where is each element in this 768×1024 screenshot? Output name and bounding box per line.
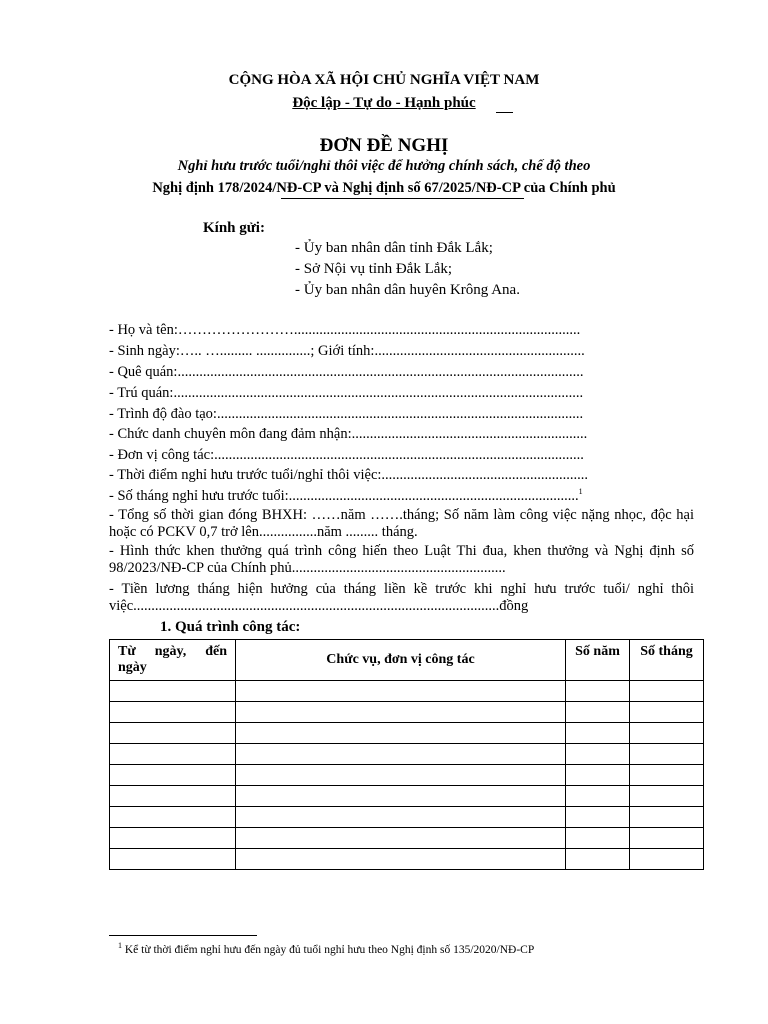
field-work-unit: - Đơn vị công tác:...................................................................................................... <box>109 447 584 463</box>
table-cell <box>566 702 630 723</box>
footnote-ref: 1 <box>578 487 583 496</box>
table-cell <box>110 702 236 723</box>
field-hometown: - Quê quán:................................................................................................................ <box>109 364 584 380</box>
header-position-unit: Chức vụ, đơn vị công tác <box>236 640 566 681</box>
recipient-2: - Sở Nội vụ tỉnh Đắk Lắk; <box>295 261 453 277</box>
field-birth-gender: - Sinh ngày:….. …......... ...............; Giới tính:.......................................................... <box>109 343 585 359</box>
subtitle-underline <box>281 198 524 199</box>
table-cell <box>630 786 704 807</box>
para-salary: - Tiền lương tháng hiện hưởng của tháng liền kề trước khi nghỉ hưu trước tuổi/ nghỉ thôi việc.....................................................................................................đồng <box>109 581 694 614</box>
table-cell <box>236 807 566 828</box>
para-awards: - Hình thức khen thưởng quá trình công hiến theo Luật Thi đua, khen thưởng và Nghị định số 98/2023/NĐ-CP của Chính phủ........................................................... <box>109 543 694 576</box>
table-cell <box>110 681 236 702</box>
table-cell <box>630 765 704 786</box>
header-years: Số năm <box>566 640 630 681</box>
document-title: ĐƠN ĐỀ NGHỊ <box>319 135 449 156</box>
work-history-table <box>109 639 704 870</box>
para-insurance-time: - Tổng số thời gian đóng BHXH: ……năm …….tháng; Số năm làm công việc nặng nhọc, độc hại hoặc có PCKV 0,7 trở lên................năm ......... tháng. <box>109 507 694 540</box>
footnote-number: 1 <box>118 941 122 950</box>
subtitle-line-2: Nghị định 178/2024/NĐ-CP và Nghị định số 67/2025/NĐ-CP của Chính phủ <box>152 180 616 196</box>
table-cell <box>236 681 566 702</box>
field-retirement-time: - Thời điểm nghỉ hưu trước tuổi/nghỉ thôi việc:......................................................... <box>109 467 589 483</box>
table-cell <box>630 849 704 870</box>
footnote-separator <box>109 935 257 936</box>
table-cell <box>566 765 630 786</box>
table-row <box>110 723 704 744</box>
table-cell <box>566 723 630 744</box>
table-cell <box>110 723 236 744</box>
table-cell <box>630 828 704 849</box>
table-cell <box>236 723 566 744</box>
salutation-label: Kính gửi: <box>203 220 265 236</box>
field-residence: - Trú quán:................................................................................................................. <box>109 385 584 401</box>
table-cell <box>566 786 630 807</box>
table-cell <box>566 744 630 765</box>
table-cell <box>236 849 566 870</box>
table-cell <box>630 807 704 828</box>
table-cell <box>630 744 704 765</box>
table-row <box>110 786 704 807</box>
table-cell <box>566 681 630 702</box>
table-row <box>110 702 704 723</box>
table-cell <box>110 744 236 765</box>
subtitle-line-1: Nghỉ hưu trước tuổi/nghỉ thôi việc để hưởng chính sách, chế độ theo <box>177 158 591 174</box>
footnote <box>118 941 534 956</box>
nation-header: CỘNG HÒA XÃ HỘI CHỦ NGHĨA VIỆT NAM <box>228 72 540 88</box>
motto <box>0 95 768 112</box>
table-cell <box>630 702 704 723</box>
table-row <box>110 849 704 870</box>
table-cell <box>566 849 630 870</box>
recipient-3: - Ủy ban nhân dân huyên Krông Ana. <box>295 282 520 298</box>
table-cell <box>110 765 236 786</box>
field-early-months <box>109 487 583 505</box>
table-row <box>110 807 704 828</box>
table-row <box>110 744 704 765</box>
recipient-1: - Ủy ban nhân dân tỉnh Đắk Lắk; <box>295 240 493 256</box>
motto-underline-extension <box>496 112 513 113</box>
table-header-row <box>110 640 704 681</box>
footnote-text: Kể từ thời điểm nghỉ hưu đến ngày đủ tuổi nghỉ hưu theo Nghị định số 135/2020/NĐ-CP <box>124 943 535 956</box>
header-months: Số tháng <box>630 640 704 681</box>
table-cell <box>236 702 566 723</box>
table-row <box>110 765 704 786</box>
motto-text: Độc lập - Tự do - Hạnh phúc <box>292 95 476 111</box>
section-1-title: 1. Quá trình công tác: <box>160 619 301 635</box>
table-cell <box>110 807 236 828</box>
table-cell <box>236 744 566 765</box>
table-cell <box>110 828 236 849</box>
table-cell <box>110 786 236 807</box>
field-full-name: - Họ và tên:……………………............................................................................... <box>109 322 581 338</box>
table-cell <box>110 849 236 870</box>
field-early-months-text: - Số tháng nghỉ hưu trước tuổi:................................................................................ <box>109 487 579 504</box>
table-cell <box>236 765 566 786</box>
field-professional-title: - Chức danh chuyên môn đang đảm nhận:................................................................. <box>109 426 588 442</box>
table-cell <box>630 723 704 744</box>
table-cell <box>630 681 704 702</box>
table-cell <box>566 807 630 828</box>
field-education: - Trình độ đào tạo:..................................................................................................... <box>109 406 584 422</box>
table-cell <box>236 786 566 807</box>
table-cell <box>566 828 630 849</box>
table-row <box>110 828 704 849</box>
table-row <box>110 681 704 702</box>
table-cell <box>236 828 566 849</box>
header-date-range: Từ ngày, đến ngày <box>110 640 236 681</box>
